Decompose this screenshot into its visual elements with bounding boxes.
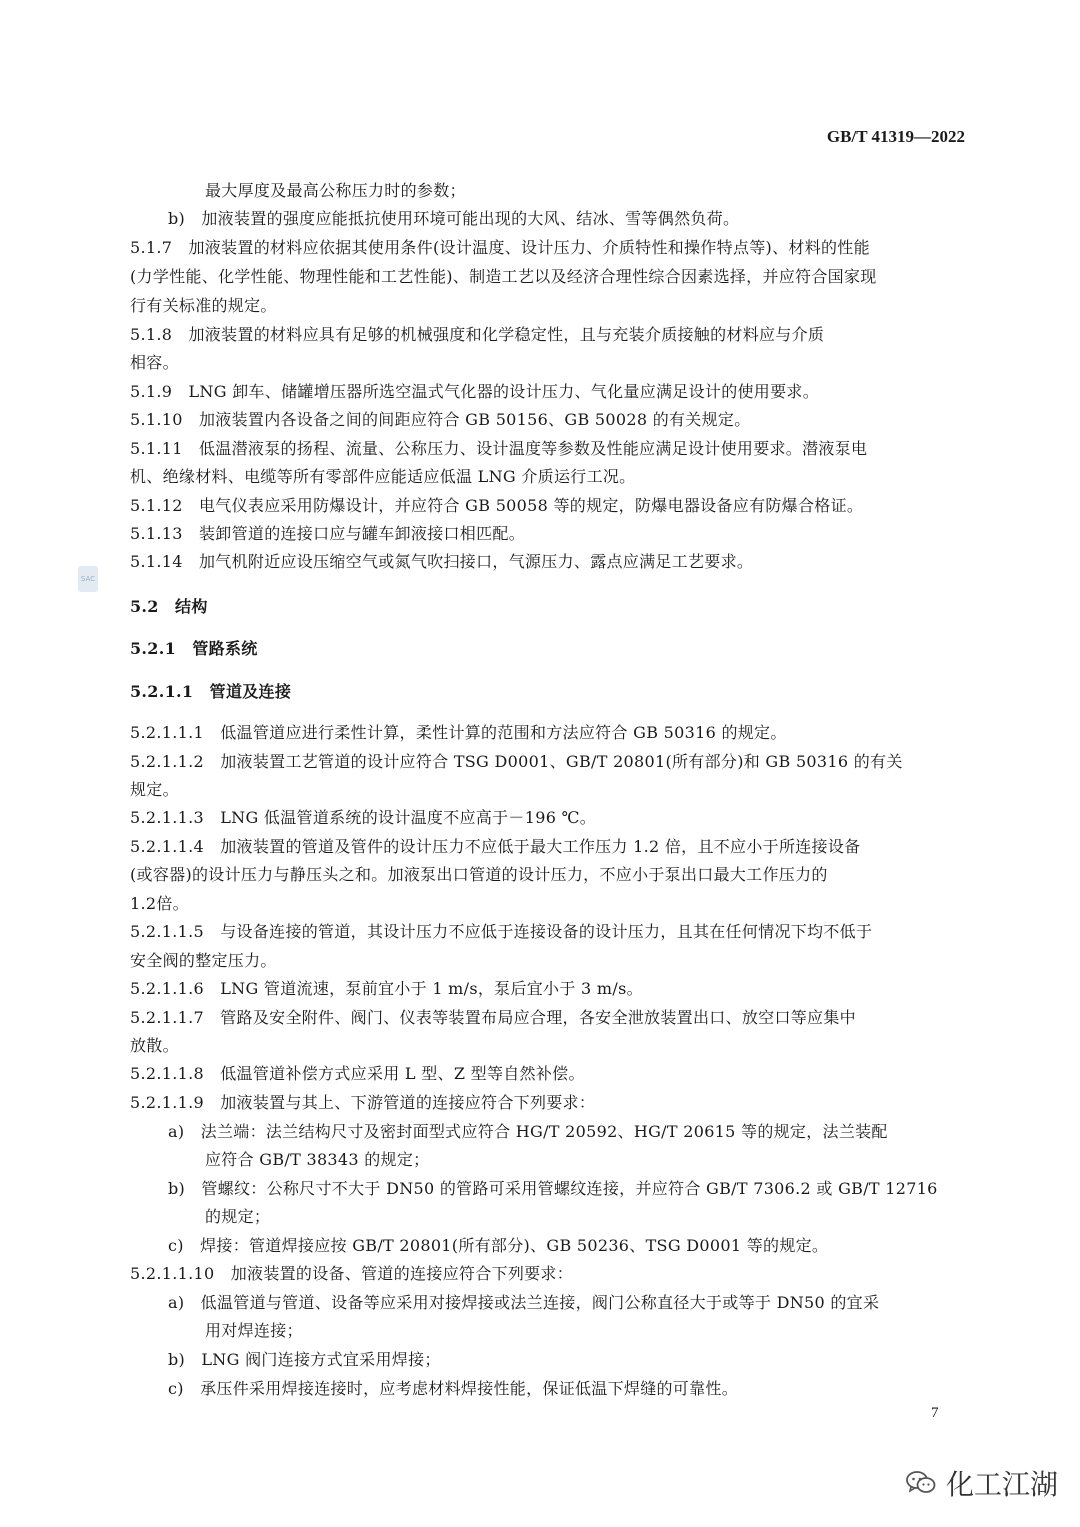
text-line: 5.1.8 加液装置的材料应具有足够的机械强度和化学稳定性，且与充装介质接触的材料应与介质 — [130, 325, 825, 344]
text-line: 5.2.1.1.10 加液装置的设备、管道的连接应符合下列要求： — [130, 1264, 574, 1283]
text-line: 5.1.10 加液装置内各设备之间的间距应符合 GB 50156、GB 50028 的有关规定。 — [130, 410, 751, 429]
sac-stamp: SAC — [78, 566, 98, 592]
text-line: c) 承压件采用焊接连接时，应考虑材料焊接性能，保证低温下焊缝的可靠性。 — [168, 1379, 739, 1398]
text-line: 规定。 — [130, 780, 179, 799]
text-line: 安全阀的整定压力。 — [130, 951, 277, 970]
text-line: 5.2.1.1.6 LNG 管道流速，泵前宜小于 1 m/s，泵后宜小于 3 m/s。 — [130, 979, 643, 998]
text-line: b) 管螺纹：公称尺寸不大于 DN50 的管路可采用管螺纹连接，并应符合 GB/T 7306.2 或 GB/T 12716 — [168, 1179, 938, 1198]
text-line: c) 焊接：管道焊接应按 GB/T 20801(所有部分)、GB 50236、TSG D0001 等的规定。 — [168, 1236, 829, 1255]
text-line: 5.2.1.1.7 管路及安全附件、阀门、仪表等装置布局应合理，各安全泄放装置出口、放空口等应集中 — [130, 1008, 856, 1027]
text-line: 1.2倍。 — [130, 894, 189, 913]
text-line: 5.2.1.1.4 加液装置的管道及管件的设计压力不应低于最大工作压力 1.2 倍，且不应小于所连接设备 — [130, 837, 861, 856]
text-line: 5.2.1.1 管道及连接 — [130, 682, 292, 701]
text-line: 行有关标准的规定。 — [130, 296, 277, 315]
text-line: 5.1.9 LNG 卸车、储罐增压器所选空温式气化器的设计压力、气化量应满足设计的使用要求。 — [130, 382, 820, 401]
text-line: a) 法兰端：法兰结构尺寸及密封面型式应符合 HG/T 20592、HG/T 20615 等的规定，法兰装配 — [168, 1122, 888, 1141]
text-line: 5.2.1.1.3 LNG 低温管道系统的设计温度不应高于－196 ℃。 — [130, 808, 597, 827]
text-line: 5.2 结构 — [130, 597, 208, 616]
wechat-icon — [906, 1470, 936, 1496]
text-line: 5.1.14 加气机附近应设压缩空气或氮气吹扫接口，气源压力、露点应满足工艺要求。 — [130, 552, 754, 571]
text-line: (或容器)的设计压力与静压头之和。加液泵出口管道的设计压力，不应小于泵出口最大工作压力的 — [130, 865, 828, 884]
text-line: (力学性能、化学性能、物理性能和工艺性能)、制造工艺以及经济合理性综合因素选择，并应符合国家现 — [130, 267, 877, 286]
text-line: 相容。 — [130, 353, 179, 372]
text-line: 机、绝缘材料、电缆等所有零部件应能适应低温 LNG 介质运行工况。 — [130, 467, 636, 486]
standard-number: GB/T 41319—2022 — [826, 127, 965, 146]
page-number: 7 — [931, 1405, 939, 1421]
text-line: 5.2.1.1.1 低温管道应进行柔性计算，柔性计算的范围和方法应符合 GB 50316 的规定。 — [130, 723, 787, 742]
text-line: 5.1.11 低温潜液泵的扬程、流量、公称压力、设计温度等参数及性能应满足设计使用要求。潜液泵电 — [130, 439, 868, 458]
text-line: 5.2.1 管路系统 — [130, 639, 258, 658]
watermark-text: 化工江湖 — [946, 1468, 1059, 1501]
text-line: 应符合 GB/T 38343 的规定； — [205, 1150, 430, 1169]
text-line: 5.1.7 加液装置的材料应依据其使用条件(设计温度、设计压力、介质特性和操作特点等)、材料的性能 — [130, 238, 870, 257]
text-line: 5.2.1.1.8 低温管道补偿方式应采用 L 型、Z 型等自然补偿。 — [130, 1064, 585, 1083]
text-line: 5.1.13 装卸管道的连接口应与罐车卸液接口相匹配。 — [130, 524, 525, 543]
text-line: 用对焊连接； — [205, 1321, 303, 1340]
text-line: 5.2.1.1.5 与设备连接的管道，其设计压力不应低于连接设备的设计压力，且其在任何情况下均不低于 — [130, 922, 873, 941]
watermark — [906, 1466, 1058, 1500]
text-line: b) 加液装置的强度应能抵抗使用环境可能出现的大风、结冰、雪等偶然负荷。 — [168, 209, 740, 228]
text-line: 5.2.1.1.2 加液装置工艺管道的设计应符合 TSG D0001、GB/T 20801(所有部分)和 GB 50316 的有关 — [130, 752, 903, 771]
text-line: 5.2.1.1.9 加液装置与其上、下游管道的连接应符合下列要求： — [130, 1093, 596, 1112]
text-line: 的规定； — [205, 1207, 271, 1226]
text-line: b) LNG 阀门连接方式宜采用焊接； — [168, 1350, 441, 1369]
text-line: 5.1.12 电气仪表应采用防爆设计，并应符合 GB 50058 等的规定，防爆电器设备应有防爆合格证。 — [130, 496, 864, 515]
text-line: 放散。 — [130, 1036, 179, 1055]
text-line: a) 低温管道与管道、设备等应采用对接焊接或法兰连接，阀门公称直径大于或等于 DN50 的宜采 — [168, 1293, 880, 1312]
text-line: 最大厚度及最高公称压力时的参数； — [205, 181, 466, 200]
